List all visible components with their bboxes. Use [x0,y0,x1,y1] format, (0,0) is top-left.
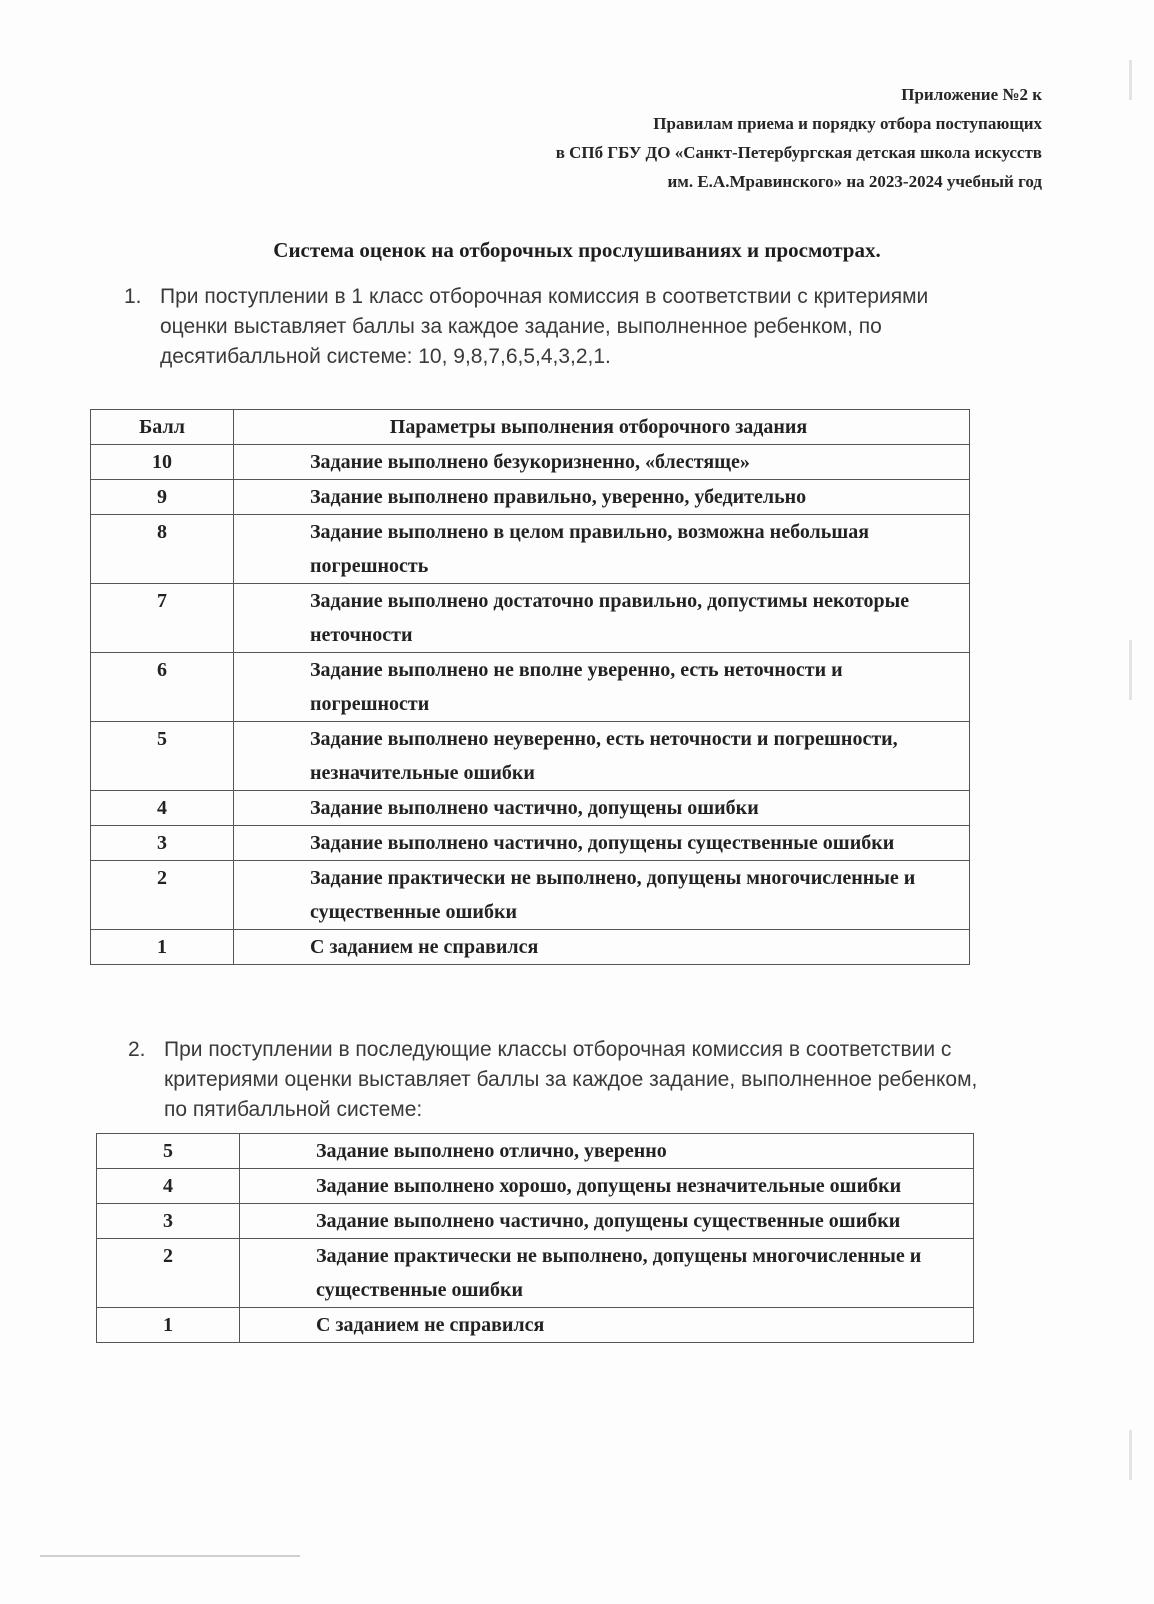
table-row [91,722,970,791]
score-cell: 1 [97,1308,240,1343]
score-cell: 3 [91,826,234,861]
score-cell: 4 [97,1169,240,1204]
score-cell: 5 [97,1134,240,1169]
description-cell: Задание выполнено достаточно правильно, допустимы некоторые неточности [234,584,970,653]
table-row [97,1308,974,1343]
description-cell: С заданием не справился [240,1308,974,1343]
table-row [97,1239,974,1308]
section-1-text: При поступлении в 1 класс отборочная комиссия в соответствии с критериями оценки выставляет баллы за каждое задание, выполненное ребенком, по десятибалльной системе: 10, 9,8,7,6,5,4,3,2,1. [160,285,929,368]
score-cell: 5 [91,722,234,791]
table-row [91,584,970,653]
description-cell: Задание выполнено хорошо, допущены незначительные ошибки [240,1169,974,1204]
annex-line-2: Правилам приема и порядку отбора поступающих [653,114,1042,133]
description-cell: Задание выполнено частично, допущены существенные ошибки [240,1204,974,1239]
section-1-paragraph [124,282,984,372]
scan-edge-mark [1129,60,1132,100]
score-cell: 7 [91,584,234,653]
annex-line-1: Приложение №2 к [901,85,1042,104]
description-cell: Задание выполнено не вполне уверенно, есть неточности и погрешности [234,653,970,722]
description-cell: Задание выполнено в целом правильно, возможна небольшая погрешность [234,515,970,584]
score-cell: 8 [91,515,234,584]
table-row [97,1134,974,1169]
score-cell: 4 [91,791,234,826]
table-row [91,653,970,722]
description-cell: Задание выполнено частично, допущены существенные ошибки [234,826,970,861]
section-2-paragraph [128,1035,988,1125]
table-row [97,1169,974,1204]
section-1-number: 1. [124,285,142,308]
table-row [91,791,970,826]
description-cell: Задание выполнено безукоризненно, «блестяще» [234,445,970,480]
header-description: Параметры выполнения отборочного задания [234,410,970,445]
description-cell: Задание практически не выполнено, допущены многочисленные и существенные ошибки [234,861,970,930]
annex-header [556,80,1042,196]
description-cell: Задание выполнено правильно, уверенно, убедительно [234,480,970,515]
table-row [91,861,970,930]
scan-edge-mark [1129,1430,1132,1480]
ten-point-grading-table [90,409,970,965]
table-row [97,1204,974,1239]
score-cell: 6 [91,653,234,722]
scan-edge-mark [1129,640,1132,700]
description-cell: С заданием не справился [234,930,970,965]
annex-line-3: в СПб ГБУ ДО «Санкт-Петербургская детская школа искусств [555,143,1042,162]
description-cell: Задание выполнено частично, допущены ошибки [234,791,970,826]
score-cell: 10 [91,445,234,480]
table-row [91,445,970,480]
document-title: Система оценок на отборочных прослушиваниях и просмотрах. [273,238,881,262]
score-cell: 1 [91,930,234,965]
header-score: Балл [91,410,234,445]
score-cell: 3 [97,1204,240,1239]
section-2-text: При поступлении в последующие классы отборочная комиссия в соответствии с критериями оценки выставляет баллы за каждое задание, выполненное ребенком, по пятибалльной системе: [164,1038,978,1121]
table-row [91,930,970,965]
table-row [91,480,970,515]
description-cell: Задание выполнено отлично, уверенно [240,1134,974,1169]
section-2-number: 2. [128,1038,146,1061]
five-point-grading-table [96,1133,974,1343]
annex-line-4: им. Е.А.Мравинского» на 2023-2024 учебный год [667,172,1042,191]
table-row [91,515,970,584]
score-cell: 2 [97,1239,240,1308]
description-cell: Задание выполнено неуверенно, есть неточности и погрешности, незначительные ошибки [234,722,970,791]
table-header-row [91,410,970,445]
scan-footer-line [40,1555,300,1557]
score-cell: 9 [91,480,234,515]
score-cell: 2 [91,861,234,930]
table-row [91,826,970,861]
description-cell: Задание практически не выполнено, допущены многочисленные и существенные ошибки [240,1239,974,1308]
